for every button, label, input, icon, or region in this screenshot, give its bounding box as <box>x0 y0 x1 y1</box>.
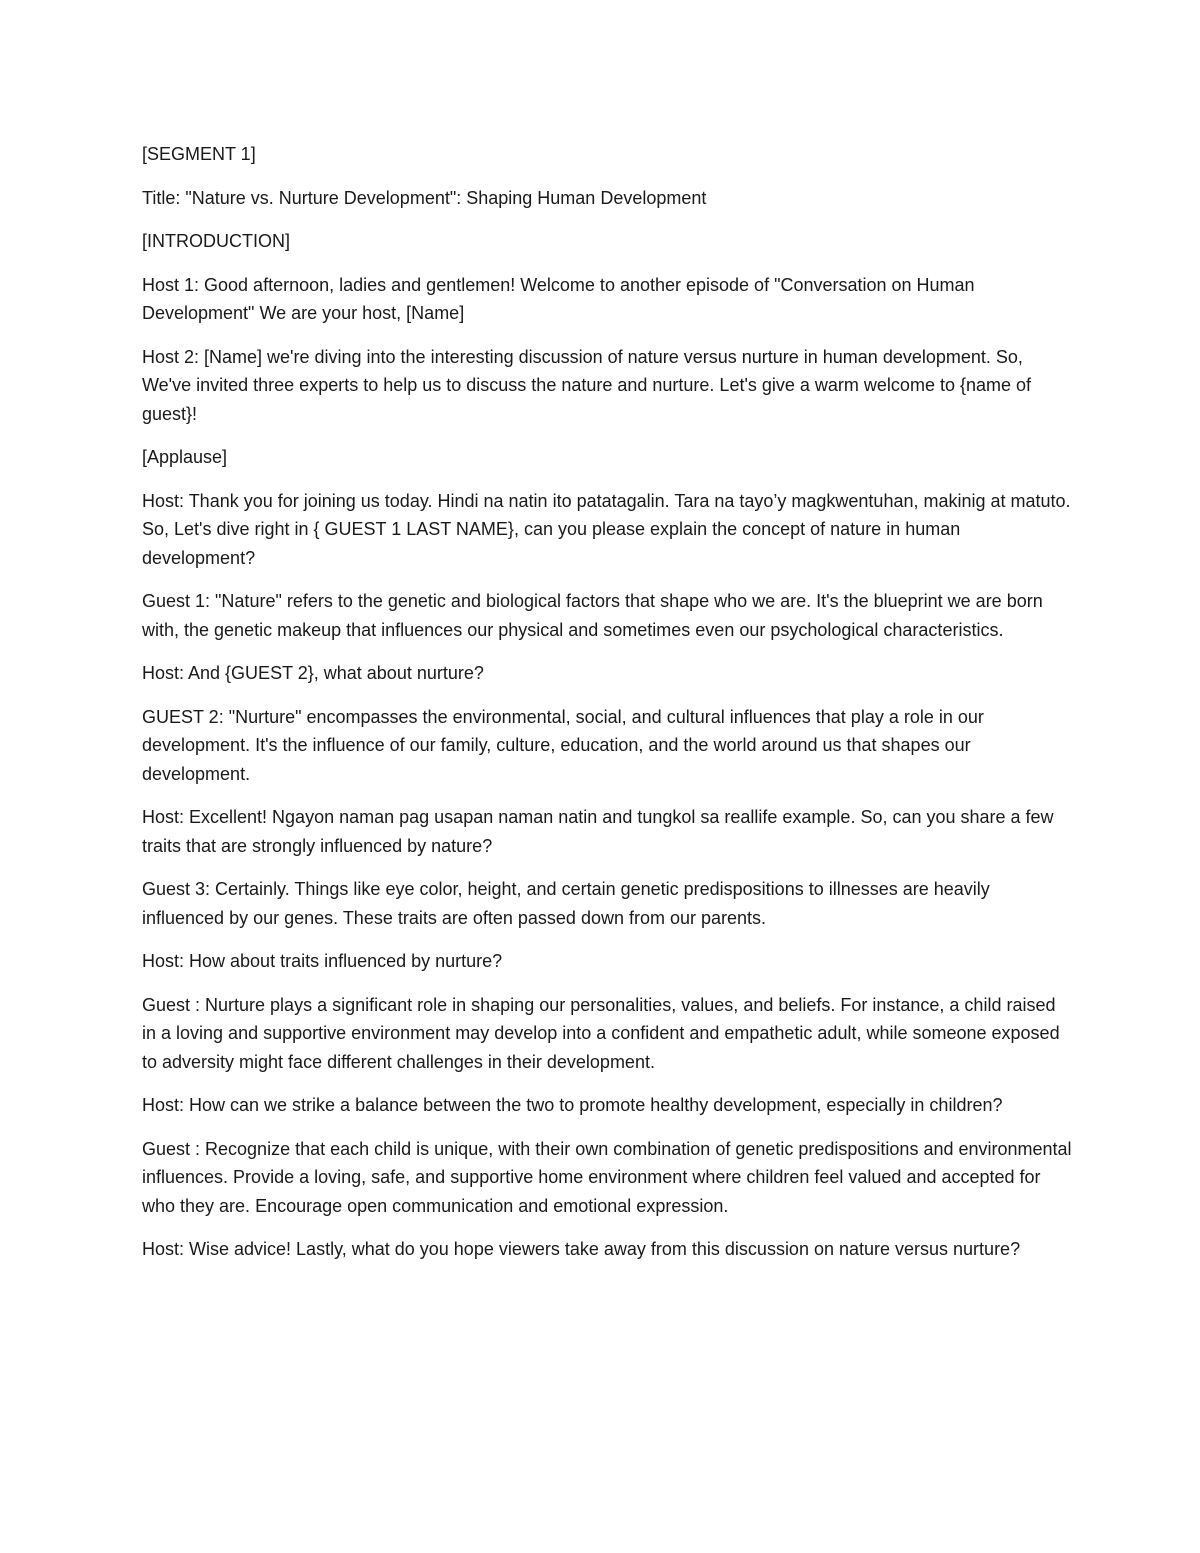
paragraph-guest-answer-nurture-traits: Guest : Nurture plays a significant role in shaping our personalities, values, and beliefs. For instance, a child raised in a loving and supportive environment may develop into a confident and empathetic adult, while someone exposed to adversity might face different challenges in their development. <box>142 994 1060 1072</box>
paragraph-host2-intro: Host 2: [Name] we're diving into the interesting discussion of nature versus nurture in human development. So, We've invited three experts to help us to discuss the nature and nurture. Let's give a warm welcome to {name of guest}! <box>142 346 1032 424</box>
paragraph-host-question-nurture-traits: Host: How about traits influenced by nurture? <box>142 951 503 971</box>
paragraph-guest1-answer: Guest 1: "Nature" refers to the genetic and biological factors that shape who we are. It's the blueprint we are born with, the genetic makeup that influences our physical and sometimes even our psychological characteristics. <box>142 591 1043 640</box>
paragraph-host1-intro: Host 1: Good afternoon, ladies and gentlemen! Welcome to another episode of "Conversation on Human Development" We are your host, [Name] <box>142 274 975 323</box>
paragraph-guest3-answer: Guest 3: Certainly. Things like eye color, height, and certain genetic predispositions to illnesses are heavily influenced by our genes. These traits are often passed down from our parents. <box>142 879 990 928</box>
paragraph-host-question-nature: Host: Thank you for joining us today. Hindi na natin ito patatagalin. Tara na tayo’y magkwentuhan, makinig at matuto. So, Let's dive right in { GUEST 1 LAST NAME}, can you please explain the concept of nature in human development? <box>142 490 1071 568</box>
paragraph-guest2-answer: GUEST 2: "Nurture" encompasses the environmental, social, and cultural influences that play a role in our development. It's the influence of our family, culture, education, and the world around us that shapes our development. <box>142 706 984 784</box>
paragraph-host-question-traits: Host: Excellent! Ngayon naman pag usapan naman natin and tungkol sa reallife example. So, can you share a few traits that are strongly influenced by nature? <box>142 807 1054 856</box>
paragraph-host-closing-question: Host: Wise advice! Lastly, what do you hope viewers take away from this discussion on nature versus nurture? <box>142 1239 1021 1259</box>
section-heading-introduction: [INTRODUCTION] <box>142 231 290 251</box>
segment-heading: [SEGMENT 1] <box>142 144 256 164</box>
paragraph-host-question-balance: Host: How can we strike a balance between the two to promote healthy development, especially in children? <box>142 1095 1003 1115</box>
document-title: Title: "Nature vs. Nurture Development": Shaping Human Development <box>142 187 707 208</box>
stage-direction-applause: [Applause] <box>142 447 228 467</box>
paragraph-guest-answer-balance: Guest : Recognize that each child is unique, with their own combination of genetic predispositions and environmental influences. Provide a loving, safe, and supportive home environment where children feel valued and accepted for who they are. Encourage open communication and emotional expression. <box>142 1138 1072 1216</box>
paragraph-host-question-nurture: Host: And {GUEST 2}, what about nurture? <box>142 663 484 683</box>
document-body <box>142 140 1072 1279</box>
